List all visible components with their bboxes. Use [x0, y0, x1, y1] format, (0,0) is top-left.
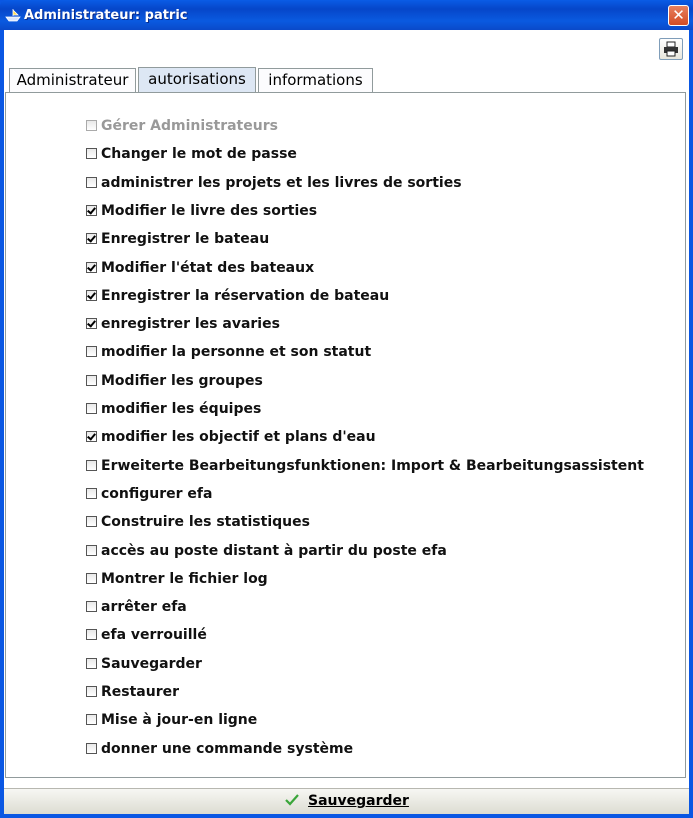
boat-icon: [5, 7, 21, 23]
checkbox-box[interactable]: [86, 233, 97, 244]
checkbox-box[interactable]: [86, 205, 97, 216]
permission-checkbox[interactable]: [86, 541, 447, 561]
permission-label: Erweiterte Bearbeitungsfunktionen: Import & Bearbeitungsassistent: [101, 457, 644, 474]
save-button[interactable]: [4, 789, 689, 814]
tab-autorisations[interactable]: autorisations: [138, 67, 256, 94]
permission-label: arrêter efa: [101, 599, 187, 616]
permission-checkbox[interactable]: [86, 484, 212, 504]
permission-checkbox[interactable]: [86, 399, 261, 419]
permission-label: Enregistrer le bateau: [101, 231, 270, 248]
close-button[interactable]: [668, 5, 689, 26]
permission-label: configurer efa: [101, 485, 213, 502]
permission-checkbox[interactable]: [86, 739, 353, 759]
checkbox-box[interactable]: [86, 177, 97, 188]
permission-checkbox[interactable]: [86, 144, 297, 164]
checkbox-box[interactable]: [86, 686, 97, 697]
footer-bar: [4, 788, 689, 814]
checkbox-box[interactable]: [86, 573, 97, 584]
checkbox-box[interactable]: [86, 629, 97, 640]
permission-checkbox[interactable]: [86, 342, 371, 362]
checkbox-box[interactable]: [86, 318, 97, 329]
permission-label: Changer le mot de passe: [101, 146, 297, 163]
checkbox-box[interactable]: [86, 714, 97, 725]
permission-label: modifier les équipes: [101, 401, 262, 417]
save-button-label: Sauvegarder: [308, 793, 409, 809]
permission-label: Modifier l'état des bateaux: [101, 259, 315, 276]
checkmark-icon: [284, 793, 300, 807]
permission-checkbox[interactable]: [86, 229, 269, 249]
checkbox-box[interactable]: [86, 290, 97, 301]
permission-checkbox[interactable]: [86, 427, 376, 447]
checkbox-box[interactable]: [86, 431, 97, 442]
close-icon: ✕: [672, 6, 685, 24]
print-button[interactable]: [659, 38, 683, 60]
checkbox-box[interactable]: [86, 375, 97, 386]
permission-label: Modifier le livre des sorties: [101, 202, 318, 219]
permission-checkbox[interactable]: [86, 201, 317, 221]
permission-label: Sauvegarder: [101, 655, 202, 672]
permissions-panel: [5, 92, 686, 778]
tab-informations[interactable]: informations: [258, 68, 373, 93]
checkbox-box[interactable]: [86, 148, 97, 159]
permission-label: Modifier les groupes: [101, 372, 263, 389]
permission-checkbox[interactable]: [86, 456, 644, 476]
permission-checkbox[interactable]: [86, 710, 257, 730]
checkbox-box[interactable]: [86, 516, 97, 527]
permission-label: efa verrouillé: [101, 627, 207, 644]
permission-checkbox[interactable]: [86, 682, 179, 702]
permission-checkbox[interactable]: [86, 569, 268, 589]
checkbox-box[interactable]: [86, 460, 97, 471]
permission-label: Restaurer: [101, 684, 180, 700]
window-client-area: [4, 30, 689, 814]
checkbox-box[interactable]: [86, 743, 97, 754]
permission-checkbox[interactable]: [86, 314, 280, 334]
title-bar[interactable]: [0, 0, 693, 30]
permission-label: enregistrer les avaries: [101, 316, 280, 333]
permission-checkbox[interactable]: [86, 286, 389, 306]
permission-checkbox[interactable]: [86, 258, 314, 278]
window-title: Administrateur: patric: [24, 8, 188, 23]
checkbox-box[interactable]: [86, 262, 97, 273]
permission-checkbox[interactable]: [86, 512, 310, 532]
checkbox-box[interactable]: [86, 488, 97, 499]
permission-label: Montrer le fichier log: [101, 570, 268, 587]
permission-label: modifier la personne et son statut: [101, 344, 372, 361]
checkbox-box[interactable]: [86, 601, 97, 612]
permission-checkbox[interactable]: [86, 625, 207, 645]
permission-label: administrer les projets et les livres de sorties: [101, 174, 462, 191]
permission-checkbox[interactable]: [86, 371, 263, 391]
permission-checkbox[interactable]: [86, 654, 202, 674]
checkbox-box: [86, 120, 97, 131]
checkbox-box[interactable]: [86, 545, 97, 556]
permission-label: donner une commande système: [101, 740, 354, 757]
permission-checkbox[interactable]: [86, 597, 187, 617]
printer-icon: [660, 39, 682, 59]
checkbox-box[interactable]: [86, 403, 97, 414]
tab-administrateur[interactable]: Administrateur: [9, 68, 136, 93]
permission-checkbox: [86, 116, 278, 136]
permission-label: Gérer Administrateurs: [101, 118, 278, 134]
permission-checkbox[interactable]: [86, 173, 462, 193]
permission-label: accès au poste distant à partir du poste efa: [101, 542, 447, 559]
permission-label: Mise à jour-en ligne: [101, 712, 258, 729]
checkbox-box[interactable]: [86, 346, 97, 357]
checkbox-box[interactable]: [86, 658, 97, 669]
permission-label: Construire les statistiques: [101, 514, 310, 531]
permission-label: modifier les objectif et plans d'eau: [101, 429, 376, 446]
permission-label: Enregistrer la réservation de bateau: [101, 287, 390, 304]
